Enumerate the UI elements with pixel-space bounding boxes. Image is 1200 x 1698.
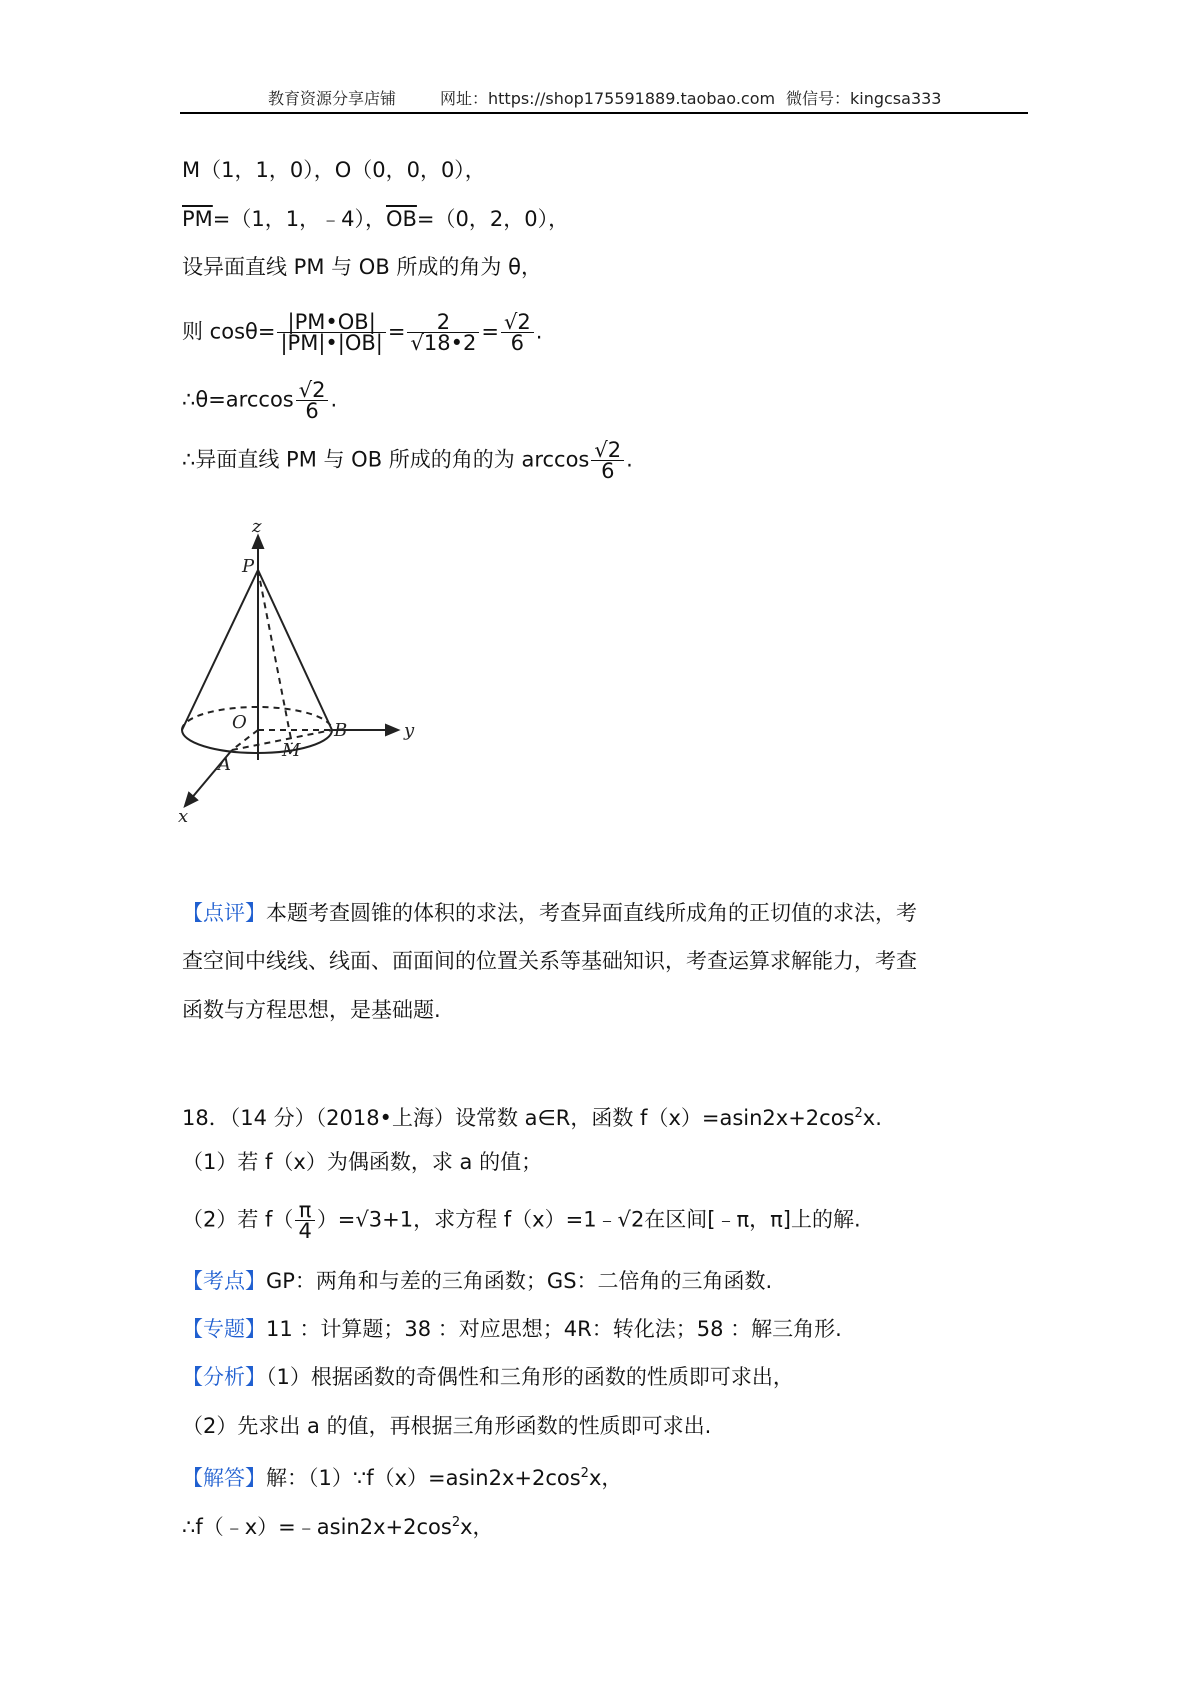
sol-line-4 — [182, 312, 542, 353]
header-wechat: 微信号：kingcsa333 — [786, 89, 942, 108]
fraction-3-den: 6 — [510, 331, 525, 355]
fenxi-text-1: （1）根据函数的奇偶性和三角形的函数的性质即可求出， — [266, 1365, 794, 1389]
fraction-5-den: 6 — [601, 459, 615, 483]
jieda-tag: 【解答】 — [182, 1466, 266, 1490]
cone-left-side — [182, 570, 258, 730]
sol-line-3: 设异面直线 PM 与 OB 所成的角为 θ， — [182, 255, 542, 279]
pm-line — [258, 570, 292, 744]
comment-tag: 【点评】 — [182, 901, 266, 925]
sol-line-5 — [182, 380, 337, 421]
jieda-end-2: x， — [460, 1515, 494, 1539]
eq-2: = — [481, 319, 499, 344]
vec-ob-value: =（0，2，0）， — [416, 207, 570, 231]
kaodian-text: GP：两角和与差的三角函数；GS：二倍角的三角函数. — [266, 1269, 773, 1293]
fraction-pi-4 — [295, 1200, 314, 1241]
vec-ob: $\overline{OB}$ — [385, 207, 417, 231]
y-arrow-icon — [386, 725, 398, 735]
label-b: B — [334, 720, 348, 741]
cone-figure — [178, 516, 480, 910]
pi-num: π — [295, 1200, 314, 1221]
fraction-5 — [591, 440, 624, 481]
fraction-4 — [296, 380, 329, 421]
vec-pm: $\overline{PM}$ — [182, 207, 213, 231]
label-m: M — [282, 740, 301, 761]
theta-label: ∴θ=arccos — [182, 387, 294, 412]
vec-pm-value: =（1，1，﹣4）， — [212, 207, 386, 231]
fraction-1-den: |PM|•|OB| — [280, 331, 383, 355]
fraction-3-num: √2 — [501, 312, 534, 333]
q18-title — [182, 1099, 882, 1133]
cos-label: 则 cosθ= — [182, 319, 276, 344]
label-a: A — [218, 754, 231, 775]
q18-title-end: x. — [862, 1106, 882, 1130]
period: . — [535, 319, 543, 344]
jieda-line-2 — [182, 1508, 494, 1542]
fraction-5-num: √2 — [591, 440, 624, 461]
eq-1: = — [387, 319, 406, 344]
page-header — [180, 84, 1028, 114]
jieda-sup-1: 2 — [580, 1466, 589, 1481]
zhuanti-tag: 【专题】 — [182, 1317, 266, 1341]
q18-part2-pre: （2）若 f（ — [182, 1207, 294, 1232]
zhuanti-text: 11 ：计算题；38 ：对应思想；4R：转化法；58 ：解三角形. — [266, 1317, 842, 1341]
period: . — [626, 447, 633, 472]
header-shop: 教育资源分享店铺 — [268, 89, 397, 108]
kaodian-tag: 【考点】 — [182, 1269, 266, 1293]
cone-right-side — [258, 570, 332, 730]
period: . — [330, 387, 338, 412]
label-p: P — [242, 556, 255, 577]
jieda-sup-2: 2 — [451, 1515, 461, 1530]
comment-line-2: 查空间中线线、线面、面面间的位置关系等基础知识，考查运算求解能力，考查 — [182, 949, 917, 973]
fraction-4-den: 6 — [305, 399, 319, 423]
z-arrow-icon — [253, 536, 263, 548]
q18-title-text: 18．（14 分）（2018•上海）设常数 a∈R，函数 f（x）=asin2x+2cos — [182, 1106, 855, 1130]
q18-part-1: （1）若 f（x）为偶函数，求 a 的值； — [182, 1150, 543, 1174]
zhuanti-line — [182, 1314, 842, 1344]
label-y: y — [404, 720, 415, 741]
fenxi-tag: 【分析】 — [182, 1365, 266, 1389]
pi-den: 4 — [298, 1219, 312, 1243]
comment-text-1: 本题考查圆锥的体积的求法，考查异面直线所成角的正切值的求法，考 — [266, 901, 917, 925]
fraction-1-num: |PM•OB| — [277, 312, 385, 333]
sol-line-2 — [182, 204, 569, 234]
q18-part2-post: ）=√3+1，求方程 f（x）=1﹣√2在区间[﹣π，π]上的解. — [316, 1207, 861, 1232]
comment-line-1 — [182, 898, 917, 928]
jieda-text-2: ∴f（﹣x）=﹣asin2x+2cos — [182, 1515, 452, 1539]
conclusion-label: ∴异面直线 PM 与 OB 所成的角的为 arccos — [182, 447, 590, 472]
header-url: 网址：https://shop175591889.taobao.com — [440, 89, 776, 108]
fraction-1 — [277, 312, 385, 353]
fraction-3 — [501, 312, 534, 353]
q18-title-sup: 2 — [854, 1106, 863, 1121]
fraction-4-num: √2 — [296, 380, 329, 401]
label-x: x — [178, 806, 189, 827]
fenxi-line-2: （2）先求出 a 的值，再根据三角形函数的性质即可求出. — [182, 1414, 712, 1438]
label-z: z — [252, 516, 262, 537]
jieda-end-1: x， — [588, 1466, 623, 1490]
comment-line-3: 函数与方程思想，是基础题. — [182, 998, 441, 1022]
fraction-2 — [407, 312, 479, 353]
fraction-2-num: 2 — [407, 312, 479, 333]
label-o: O — [232, 712, 247, 733]
fenxi-line-1 — [182, 1362, 794, 1392]
sol-line-1: M（1，1，0），O（0，0，0）， — [182, 158, 486, 182]
q18-part-2 — [182, 1200, 861, 1241]
sol-line-6 — [182, 440, 633, 481]
kaodian-line — [182, 1266, 772, 1296]
jieda-line-1 — [182, 1459, 622, 1493]
jieda-text-1: 解：（1）∵f（x）=asin2x+2cos — [266, 1466, 581, 1490]
fraction-2-den: √18•2 — [410, 331, 477, 355]
